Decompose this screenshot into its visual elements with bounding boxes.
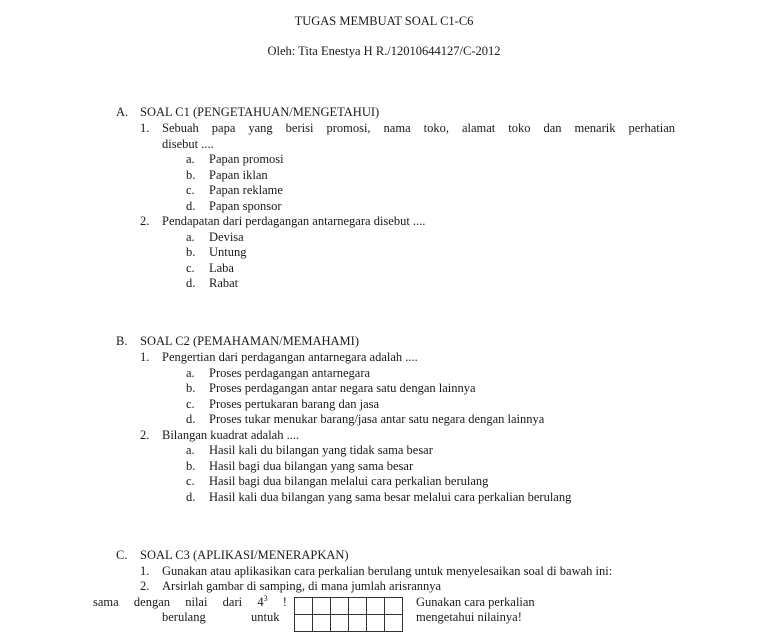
option-text: Untung bbox=[209, 245, 247, 259]
question-number: 2. bbox=[140, 214, 150, 228]
option-a2-b bbox=[186, 245, 247, 261]
word: dari bbox=[222, 595, 243, 609]
word: nilai bbox=[185, 595, 208, 609]
option-label: b. bbox=[186, 168, 196, 182]
section-letter: C. bbox=[116, 548, 128, 562]
option-b1-d bbox=[186, 412, 544, 428]
option-label: d. bbox=[186, 276, 196, 290]
section-c-heading bbox=[116, 548, 349, 564]
option-text: Proses tukar menukar barang/jasa antar satu negara dengan lainnya bbox=[209, 412, 545, 426]
grid-cell[interactable] bbox=[313, 598, 331, 615]
grid-row bbox=[295, 598, 403, 615]
option-b2-a bbox=[186, 443, 433, 459]
power-base: 4 bbox=[257, 595, 264, 609]
option-text: Laba bbox=[209, 261, 234, 275]
question-text: Bilangan kuadrat adalah .... bbox=[162, 428, 300, 442]
option-label: d. bbox=[186, 490, 196, 504]
question-text: Sebuah papa yang berisi promosi, nama toko, alamat toko dan menarik perhatian bbox=[162, 121, 675, 135]
question-c2 bbox=[140, 579, 441, 595]
option-a2-c bbox=[186, 261, 234, 277]
grid-cell[interactable] bbox=[349, 598, 367, 615]
option-label: c. bbox=[186, 183, 195, 197]
grid-cell[interactable] bbox=[385, 598, 403, 615]
option-label: b. bbox=[186, 381, 196, 395]
grid-cell[interactable] bbox=[349, 615, 367, 632]
question-c1 bbox=[140, 564, 612, 580]
grid-cell[interactable] bbox=[367, 598, 385, 615]
author-line: Oleh: Tita Enestya H R./12010644127/C-2012 bbox=[267, 44, 501, 58]
option-label: c. bbox=[186, 474, 195, 488]
question-number: 1. bbox=[140, 564, 150, 578]
section-title: SOAL C2 (PEMAHAMAN/MEMAHAMI) bbox=[140, 334, 359, 348]
option-label: b. bbox=[186, 459, 196, 473]
grid-cell[interactable] bbox=[331, 615, 349, 632]
section-letter: B. bbox=[116, 334, 128, 348]
option-label: b. bbox=[186, 245, 196, 259]
question-text: Gunakan atau aplikasikan cara perkalian berulang untuk menyelesaikan soal di bawah ini: bbox=[162, 564, 613, 578]
option-b1-a bbox=[186, 366, 370, 382]
c2-right-text-line2: mengetahui nilainya! bbox=[416, 610, 522, 624]
question-a1 bbox=[140, 121, 675, 137]
option-text: Proses pertukaran barang dan jasa bbox=[209, 397, 380, 411]
option-text: Rabat bbox=[209, 276, 239, 290]
option-text: Hasil kali dua bilangan yang sama besar melalui cara perkalian berulang bbox=[209, 490, 572, 504]
word: dengan bbox=[133, 595, 171, 609]
option-label: a. bbox=[186, 230, 195, 244]
grid-cell[interactable] bbox=[313, 615, 331, 632]
word: sama bbox=[93, 595, 119, 609]
question-a1-continuation: disebut .... bbox=[162, 137, 214, 151]
c2-left-text-line1 bbox=[93, 595, 287, 611]
document-title: TUGAS MEMBUAT SOAL C1-C6 bbox=[294, 14, 474, 28]
section-a-heading bbox=[116, 105, 379, 121]
question-text: Arsirlah gambar di samping, di mana jumlah arisrannya bbox=[162, 579, 442, 593]
question-number: 1. bbox=[140, 350, 150, 364]
option-text: Devisa bbox=[209, 230, 244, 244]
question-number: 2. bbox=[140, 428, 150, 442]
section-title: SOAL C3 (APLIKASI/MENERAPKAN) bbox=[140, 548, 349, 562]
option-b2-d bbox=[186, 490, 571, 506]
question-b2 bbox=[140, 428, 299, 444]
question-number: 1. bbox=[140, 121, 150, 135]
option-a1-a bbox=[186, 152, 284, 168]
option-a1-c bbox=[186, 183, 283, 199]
option-b2-b bbox=[186, 459, 413, 475]
option-a2-a bbox=[186, 230, 244, 246]
grid-cell[interactable] bbox=[295, 615, 313, 632]
section-b-heading bbox=[116, 334, 359, 350]
grid-cell[interactable] bbox=[385, 615, 403, 632]
grid-row bbox=[295, 615, 403, 632]
option-text: Hasil kali du bilangan yang tidak sama besar bbox=[209, 443, 433, 457]
option-b2-c bbox=[186, 474, 488, 490]
option-label: a. bbox=[186, 366, 195, 380]
grid-cell[interactable] bbox=[295, 598, 313, 615]
option-text: Hasil bagi dua bilangan yang sama besar bbox=[209, 459, 414, 473]
section-letter: A. bbox=[116, 105, 129, 119]
question-b1 bbox=[140, 350, 418, 366]
question-text: Pendapatan dari perdagangan antarnegara disebut .... bbox=[162, 214, 426, 228]
option-text: Papan promosi bbox=[209, 152, 284, 166]
option-a1-b bbox=[186, 168, 268, 184]
option-label: c. bbox=[186, 261, 195, 275]
power-exponent: 3 bbox=[263, 593, 268, 603]
option-b1-c bbox=[186, 397, 379, 413]
option-text: Proses perdagangan antarnegara bbox=[209, 366, 371, 380]
c2-left-text-line2b: untuk bbox=[251, 610, 280, 624]
option-label: a. bbox=[186, 152, 195, 166]
option-label: d. bbox=[186, 199, 196, 213]
grid-cell[interactable] bbox=[367, 615, 385, 632]
question-number: 2. bbox=[140, 579, 150, 593]
option-text: Papan iklan bbox=[209, 168, 268, 182]
option-a2-d bbox=[186, 276, 238, 292]
shading-grid bbox=[294, 597, 403, 632]
option-b1-b bbox=[186, 381, 476, 397]
c2-left-text-line2a: berulang bbox=[162, 610, 206, 624]
question-a2 bbox=[140, 214, 425, 230]
option-text: Proses perdagangan antar negara satu dengan lainnya bbox=[209, 381, 476, 395]
section-title: SOAL C1 (PENGETAHUAN/MENGETAHUI) bbox=[140, 105, 380, 119]
option-text: Papan sponsor bbox=[209, 199, 282, 213]
power-expression bbox=[257, 595, 267, 611]
option-label: c. bbox=[186, 397, 195, 411]
c2-right-text-line1: Gunakan cara perkalian bbox=[416, 595, 535, 609]
grid-cell[interactable] bbox=[331, 598, 349, 615]
option-label: a. bbox=[186, 443, 195, 457]
word: ! bbox=[282, 595, 287, 609]
option-label: d. bbox=[186, 412, 196, 426]
option-text: Papan reklame bbox=[209, 183, 283, 197]
option-a1-d bbox=[186, 199, 282, 215]
option-text: Hasil bagi dua bilangan melalui cara perkalian berulang bbox=[209, 474, 489, 488]
question-text: Pengertian dari perdagangan antarnegara adalah .... bbox=[162, 350, 418, 364]
